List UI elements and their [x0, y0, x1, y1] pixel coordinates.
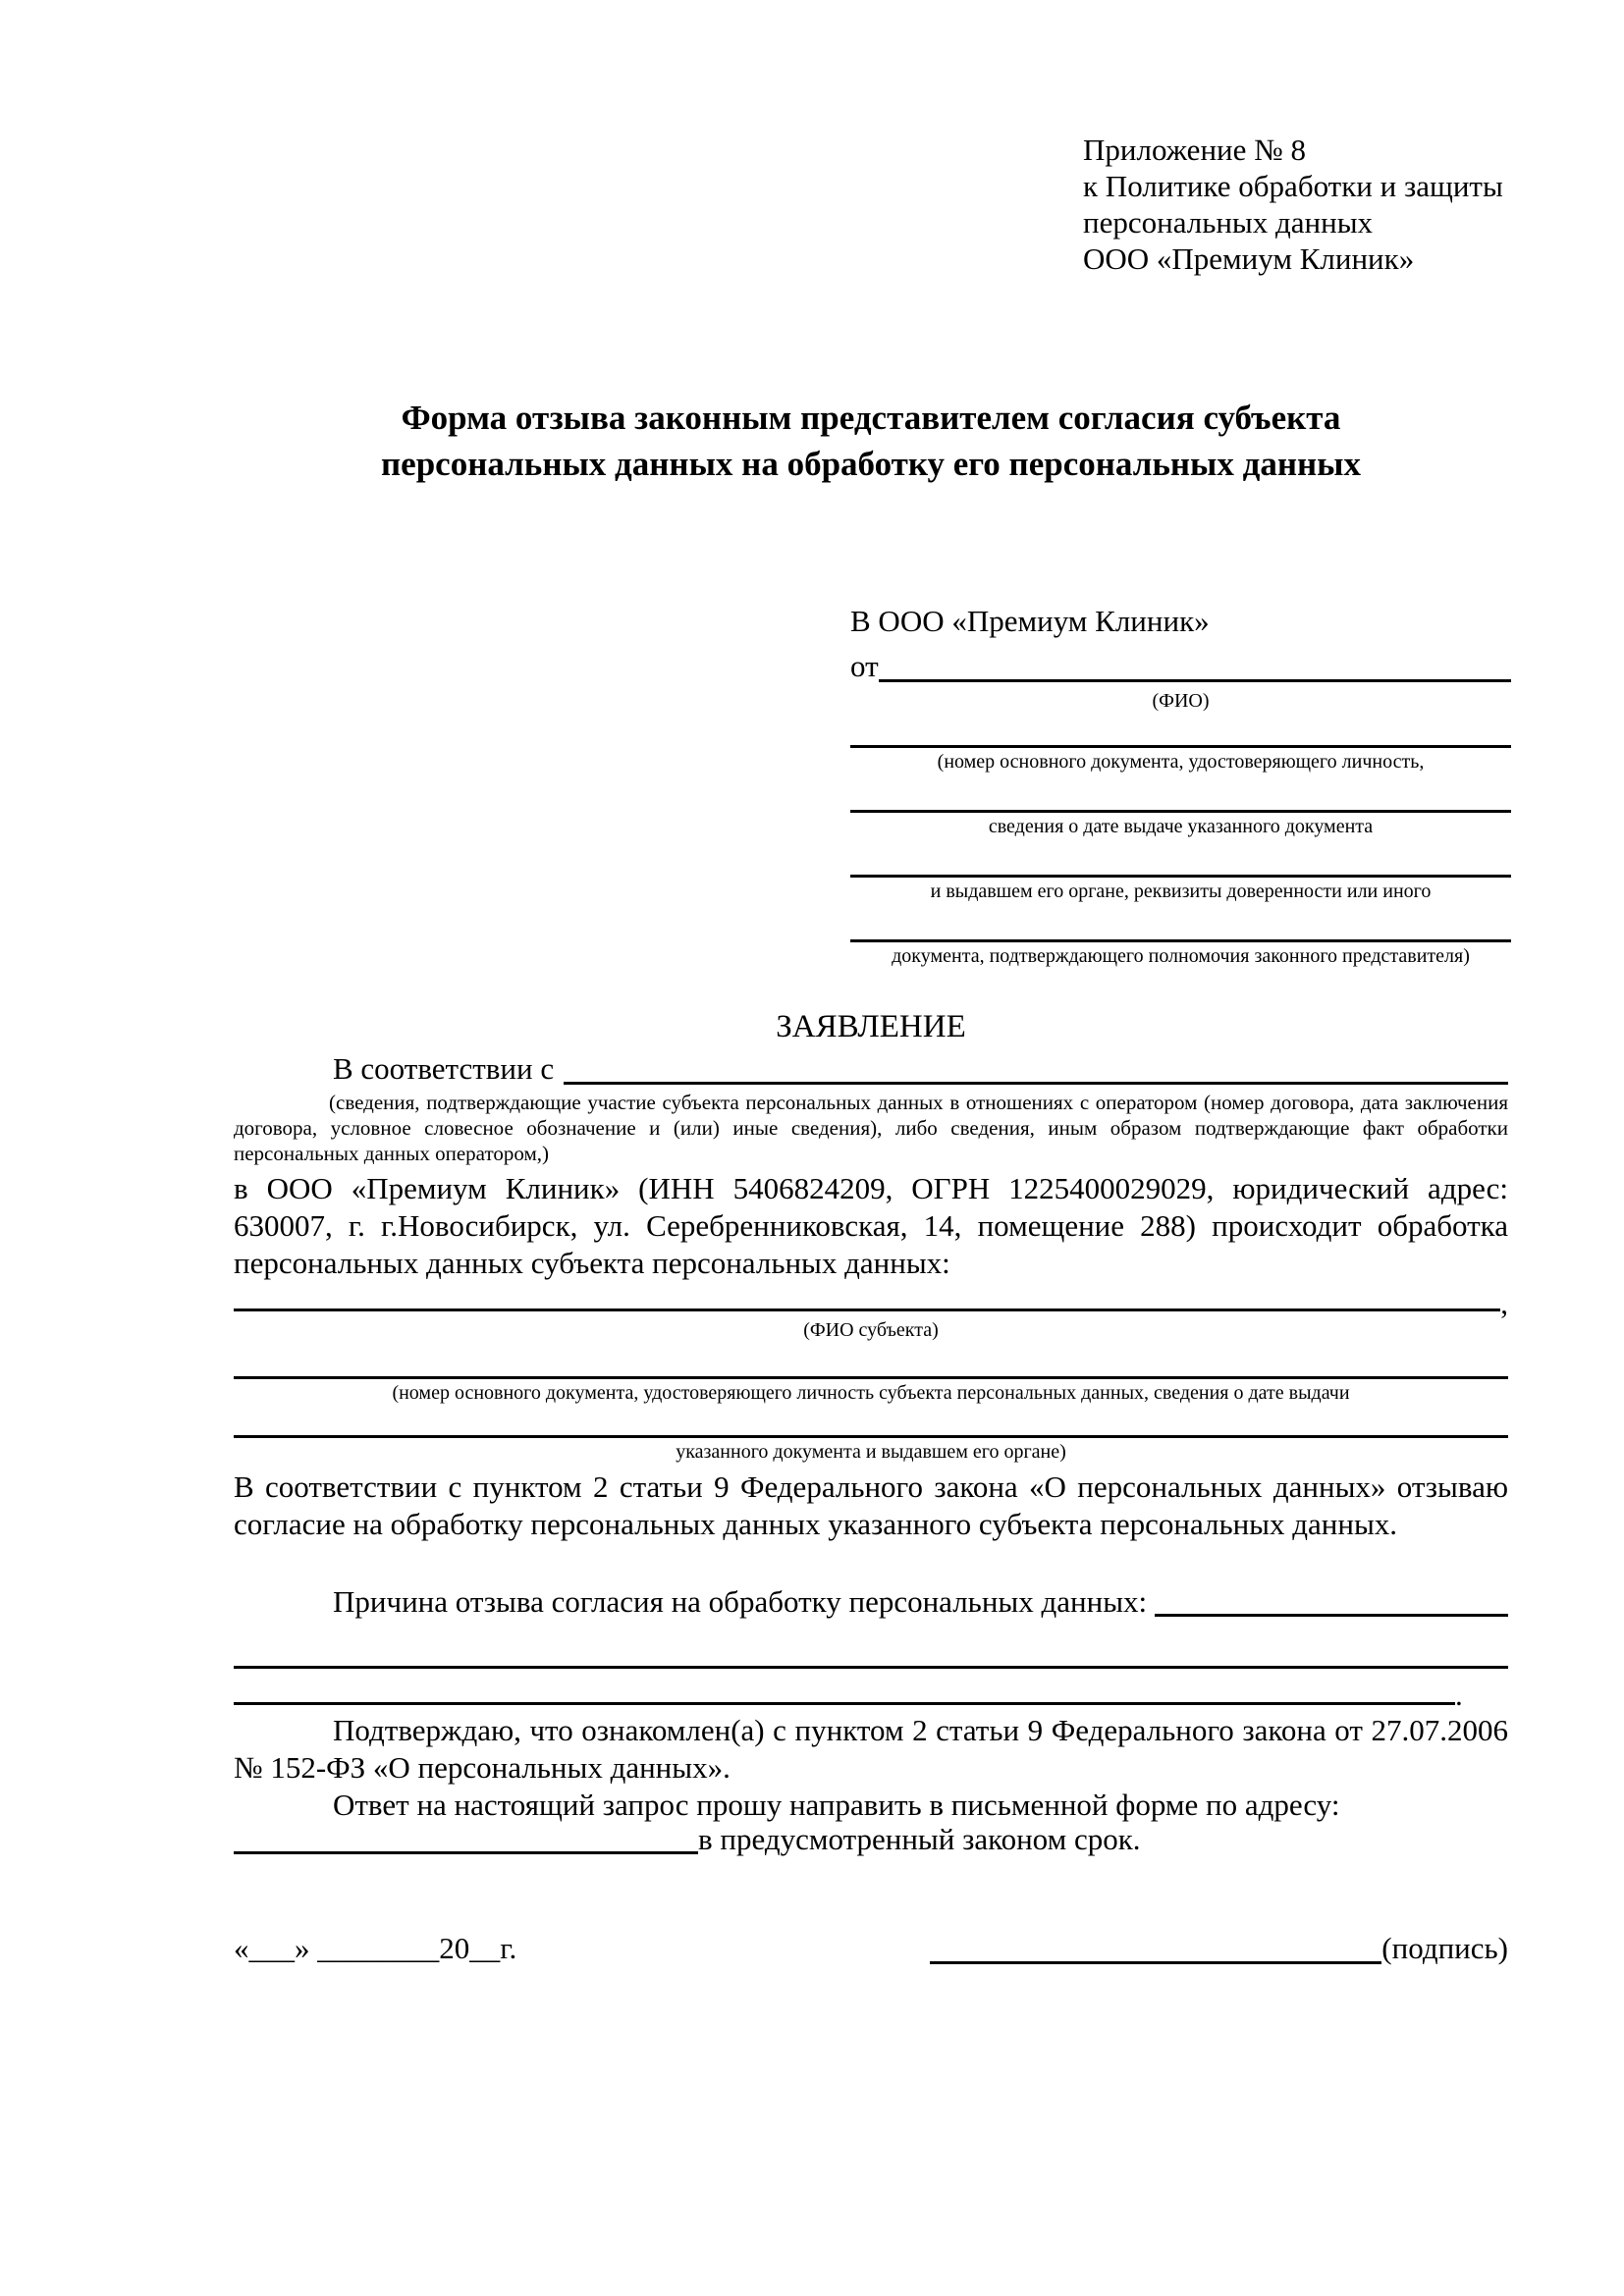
from-fill-line — [879, 679, 1511, 682]
intro-row — [234, 1048, 1508, 1090]
subject-block — [234, 1286, 1508, 1463]
reason-fill-line — [1155, 1614, 1508, 1617]
addressee-field — [850, 810, 1511, 837]
address-fill-line — [234, 1851, 698, 1854]
footer-row — [234, 1928, 1508, 1969]
response-address-row — [234, 1820, 1508, 1859]
intro-note: (сведения, подтверждающие участие субъекта персональных данных в отношениях с оператором (номер договора, дата заключения договора, условное словесное обозначение и (или) иные сведения), либо сведения, иным образом подтверждающие факт обработки персональных данных оператором,) — [234, 1091, 1508, 1165]
fill-line — [850, 939, 1511, 942]
fill-line-caption: (номер основного документа, удостоверяющего личность субъекта персональных данных, сведения о дате выдачи — [392, 1382, 1350, 1404]
fill-line-suffix: . — [1455, 1678, 1463, 1712]
subject-field — [234, 1376, 1508, 1404]
fill-line-caption: сведения о дате выдаче указанного документа — [988, 816, 1374, 837]
signature-fill-line — [930, 1961, 1381, 1964]
withdrawal-paragraph: В соответствии с пунктом 2 статьи 9 Федерального закона «О персональных данных» отзываю согласие на обработку персональных данных указанного субъекта персональных данных. — [234, 1469, 1508, 1541]
response-suffix: в предусмотренный законом срок. — [698, 1822, 1141, 1856]
fill-line — [234, 1435, 1508, 1438]
intro-fill-line — [564, 1082, 1508, 1085]
operator-paragraph: в ООО «Премиум Клиник» (ИНН 5406824209, ОГРН 1225400029029, юридический адрес: 630007, г. г.Новосибирск, ул. Серебренниковская, 14, помещение 288) происходит обработка персональных данных субъекта персональных данных: — [234, 1171, 1508, 1280]
reason-fill-line-3 — [234, 1678, 1508, 1712]
signature-caption: (подпись) — [1381, 1931, 1508, 1965]
reason-label: Причина отзыва согласия на обработку персональных данных: — [333, 1584, 1148, 1619]
fill-line — [850, 875, 1511, 878]
acknowledgement-paragraph: Подтверждаю, что ознакомлен(а) с пунктом 2 статьи 9 Федерального закона от 27.07.2006 № 152-ФЗ «О персональных данных». — [234, 1713, 1508, 1785]
addressee-block — [850, 601, 1511, 967]
document-title-line: персональных данных на обработку его персональных данных — [381, 445, 1361, 483]
reason-row — [234, 1582, 1508, 1622]
fill-line — [234, 1376, 1508, 1379]
fill-line — [850, 745, 1511, 748]
subject-field — [234, 1435, 1508, 1463]
from-row — [850, 646, 1511, 687]
fill-line — [850, 810, 1511, 813]
fio-caption: (ФИО) — [1152, 690, 1210, 712]
fill-line-caption: указанного документа и выдавшем его органе) — [676, 1441, 1066, 1463]
addressee-field — [850, 745, 1511, 773]
fill-line-caption: (номер основного документа, удостоверяющего личность, — [937, 751, 1425, 773]
fill-line — [234, 1308, 1500, 1311]
appendix-header-line: Приложение № 8 — [1083, 133, 1306, 167]
addressee-field — [850, 875, 1511, 902]
reason-fill-line-2 — [234, 1666, 1508, 1669]
response-request-line: Ответ на настоящий запрос прошу направить в письменной форме по адресу: — [333, 1788, 1340, 1822]
document-title — [234, 395, 1508, 487]
subject-field — [234, 1286, 1508, 1320]
appendix-header-line: персональных данных — [1083, 205, 1374, 240]
fill-line — [234, 1702, 1455, 1705]
date-placeholder: «___» ________20__г. — [234, 1931, 517, 1965]
from-label: от — [850, 649, 879, 683]
fill-line-caption: (ФИО субъекта) — [803, 1319, 939, 1341]
fill-line-caption: документа, подтверждающего полномочия законного представителя) — [892, 945, 1470, 967]
fill-line-suffix: , — [1500, 1286, 1508, 1320]
statement-heading: ЗАЯВЛЕНИЕ — [776, 1009, 966, 1044]
appendix-header-line: к Политике обработки и защиты — [1083, 169, 1503, 203]
appendix-header — [1083, 132, 1503, 277]
document-title-line: Форма отзыва законным представителем согласия субъекта — [401, 399, 1341, 437]
signature-group — [930, 1928, 1508, 1969]
appendix-header-line: ООО «Премиум Клиник» — [1083, 241, 1415, 276]
addressee-field — [850, 939, 1511, 967]
addressee-to: В ООО «Премиум Клиник» — [850, 604, 1210, 638]
intro-label: В соответствии с — [333, 1051, 555, 1086]
fill-line-caption: и выдавшем его органе, реквизиты доверенности или иного — [930, 881, 1432, 902]
